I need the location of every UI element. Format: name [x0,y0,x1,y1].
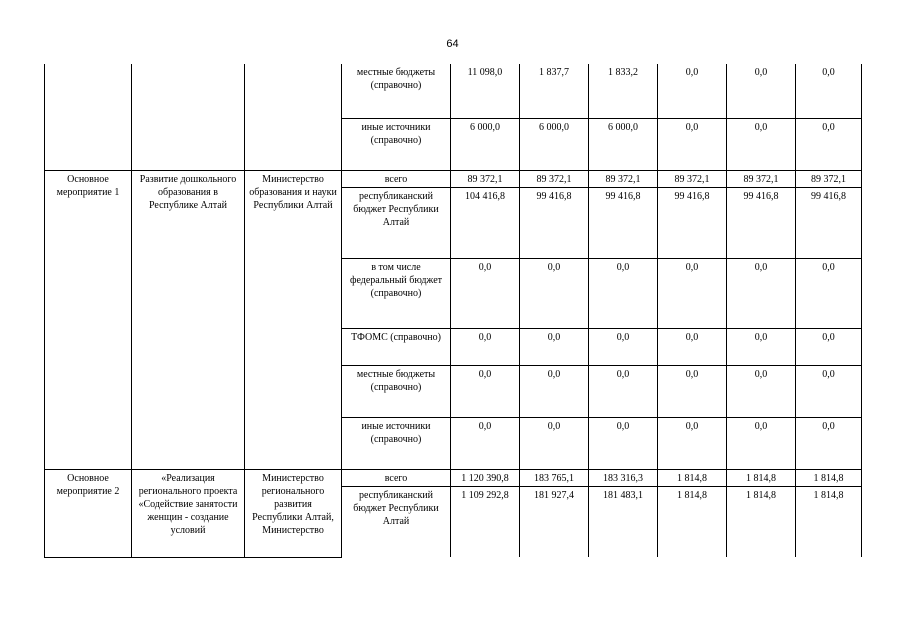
activity-executor: Министерство регионального развития Республики Алтай, Министерство [245,469,342,557]
funding-source: ТФОМС (справочно) [342,328,451,365]
value-cell: 99 416,8 [520,187,589,258]
funding-source: в том числе федеральный бюджет (справочно) [342,258,451,328]
funding-source: республиканский бюджет Республики Алтай [342,187,451,258]
funding-source: местные бюджеты (справочно) [342,64,451,118]
value-cell: 0,0 [727,365,796,417]
table-row [45,64,862,118]
value-cell: 0,0 [727,258,796,328]
value-cell: 0,0 [796,417,862,469]
value-cell: 0,0 [727,118,796,170]
empty-cell [132,64,245,170]
value-cell: 89 372,1 [796,170,862,187]
value-cell: 0,0 [589,328,658,365]
value-cell: 0,0 [451,258,520,328]
value-cell: 1 814,8 [727,469,796,486]
empty-cell [45,64,132,170]
value-cell: 89 372,1 [451,170,520,187]
value-cell: 99 416,8 [796,187,862,258]
value-cell: 0,0 [658,417,727,469]
value-cell: 183 316,3 [589,469,658,486]
activity-name: Основное мероприятие 2 [45,469,132,557]
value-cell: 0,0 [451,328,520,365]
value-cell: 1 120 390,8 [451,469,520,486]
value-cell: 1 814,8 [658,469,727,486]
value-cell: 183 765,1 [520,469,589,486]
value-cell: 0,0 [520,258,589,328]
value-cell: 89 372,1 [658,170,727,187]
value-cell: 89 372,1 [589,170,658,187]
value-cell: 1 833,2 [589,64,658,118]
value-cell: 0,0 [796,258,862,328]
value-cell: 0,0 [658,328,727,365]
value-cell: 99 416,8 [589,187,658,258]
value-cell: 0,0 [658,365,727,417]
value-cell: 6 000,0 [520,118,589,170]
funding-source: местные бюджеты (справочно) [342,365,451,417]
value-cell: 0,0 [451,417,520,469]
value-cell: 0,0 [658,118,727,170]
value-cell: 0,0 [796,118,862,170]
value-cell: 0,0 [451,365,520,417]
budget-table [44,64,862,558]
value-cell: 0,0 [796,328,862,365]
value-cell: 0,0 [589,365,658,417]
value-cell: 11 098,0 [451,64,520,118]
value-cell: 181 483,1 [589,486,658,557]
value-cell: 104 416,8 [451,187,520,258]
table-row [45,469,862,486]
table-row [45,170,862,187]
value-cell: 0,0 [796,64,862,118]
value-cell: 1 814,8 [727,486,796,557]
value-cell: 0,0 [520,328,589,365]
funding-source: всего [342,170,451,187]
activity-title: Развитие дошкольного образования в Республике Алтай [132,170,245,469]
value-cell: 0,0 [727,328,796,365]
funding-source: республиканский бюджет Республики Алтай [342,486,451,557]
value-cell: 6 000,0 [451,118,520,170]
value-cell: 99 416,8 [727,187,796,258]
funding-source: иные источники (справочно) [342,118,451,170]
value-cell: 6 000,0 [589,118,658,170]
value-cell: 89 372,1 [727,170,796,187]
value-cell: 0,0 [589,417,658,469]
value-cell: 181 927,4 [520,486,589,557]
value-cell: 89 372,1 [520,170,589,187]
activity-title: «Реализация регионального проекта «Содействие занятости женщин - создание условий [132,469,245,557]
activity-executor: Министерство образования и науки Республики Алтай [245,170,342,469]
value-cell: 0,0 [796,365,862,417]
value-cell: 0,0 [727,64,796,118]
value-cell: 1 814,8 [796,469,862,486]
value-cell: 0,0 [520,417,589,469]
value-cell: 0,0 [658,258,727,328]
value-cell: 1 814,8 [658,486,727,557]
value-cell: 0,0 [589,258,658,328]
page-number: 64 [446,38,459,50]
funding-source: иные источники (справочно) [342,417,451,469]
value-cell: 1 837,7 [520,64,589,118]
value-cell: 99 416,8 [658,187,727,258]
value-cell: 0,0 [658,64,727,118]
value-cell: 1 814,8 [796,486,862,557]
empty-cell [245,64,342,170]
activity-name: Основное мероприятие 1 [45,170,132,469]
funding-source: всего [342,469,451,486]
value-cell: 1 109 292,8 [451,486,520,557]
value-cell: 0,0 [727,417,796,469]
value-cell: 0,0 [520,365,589,417]
